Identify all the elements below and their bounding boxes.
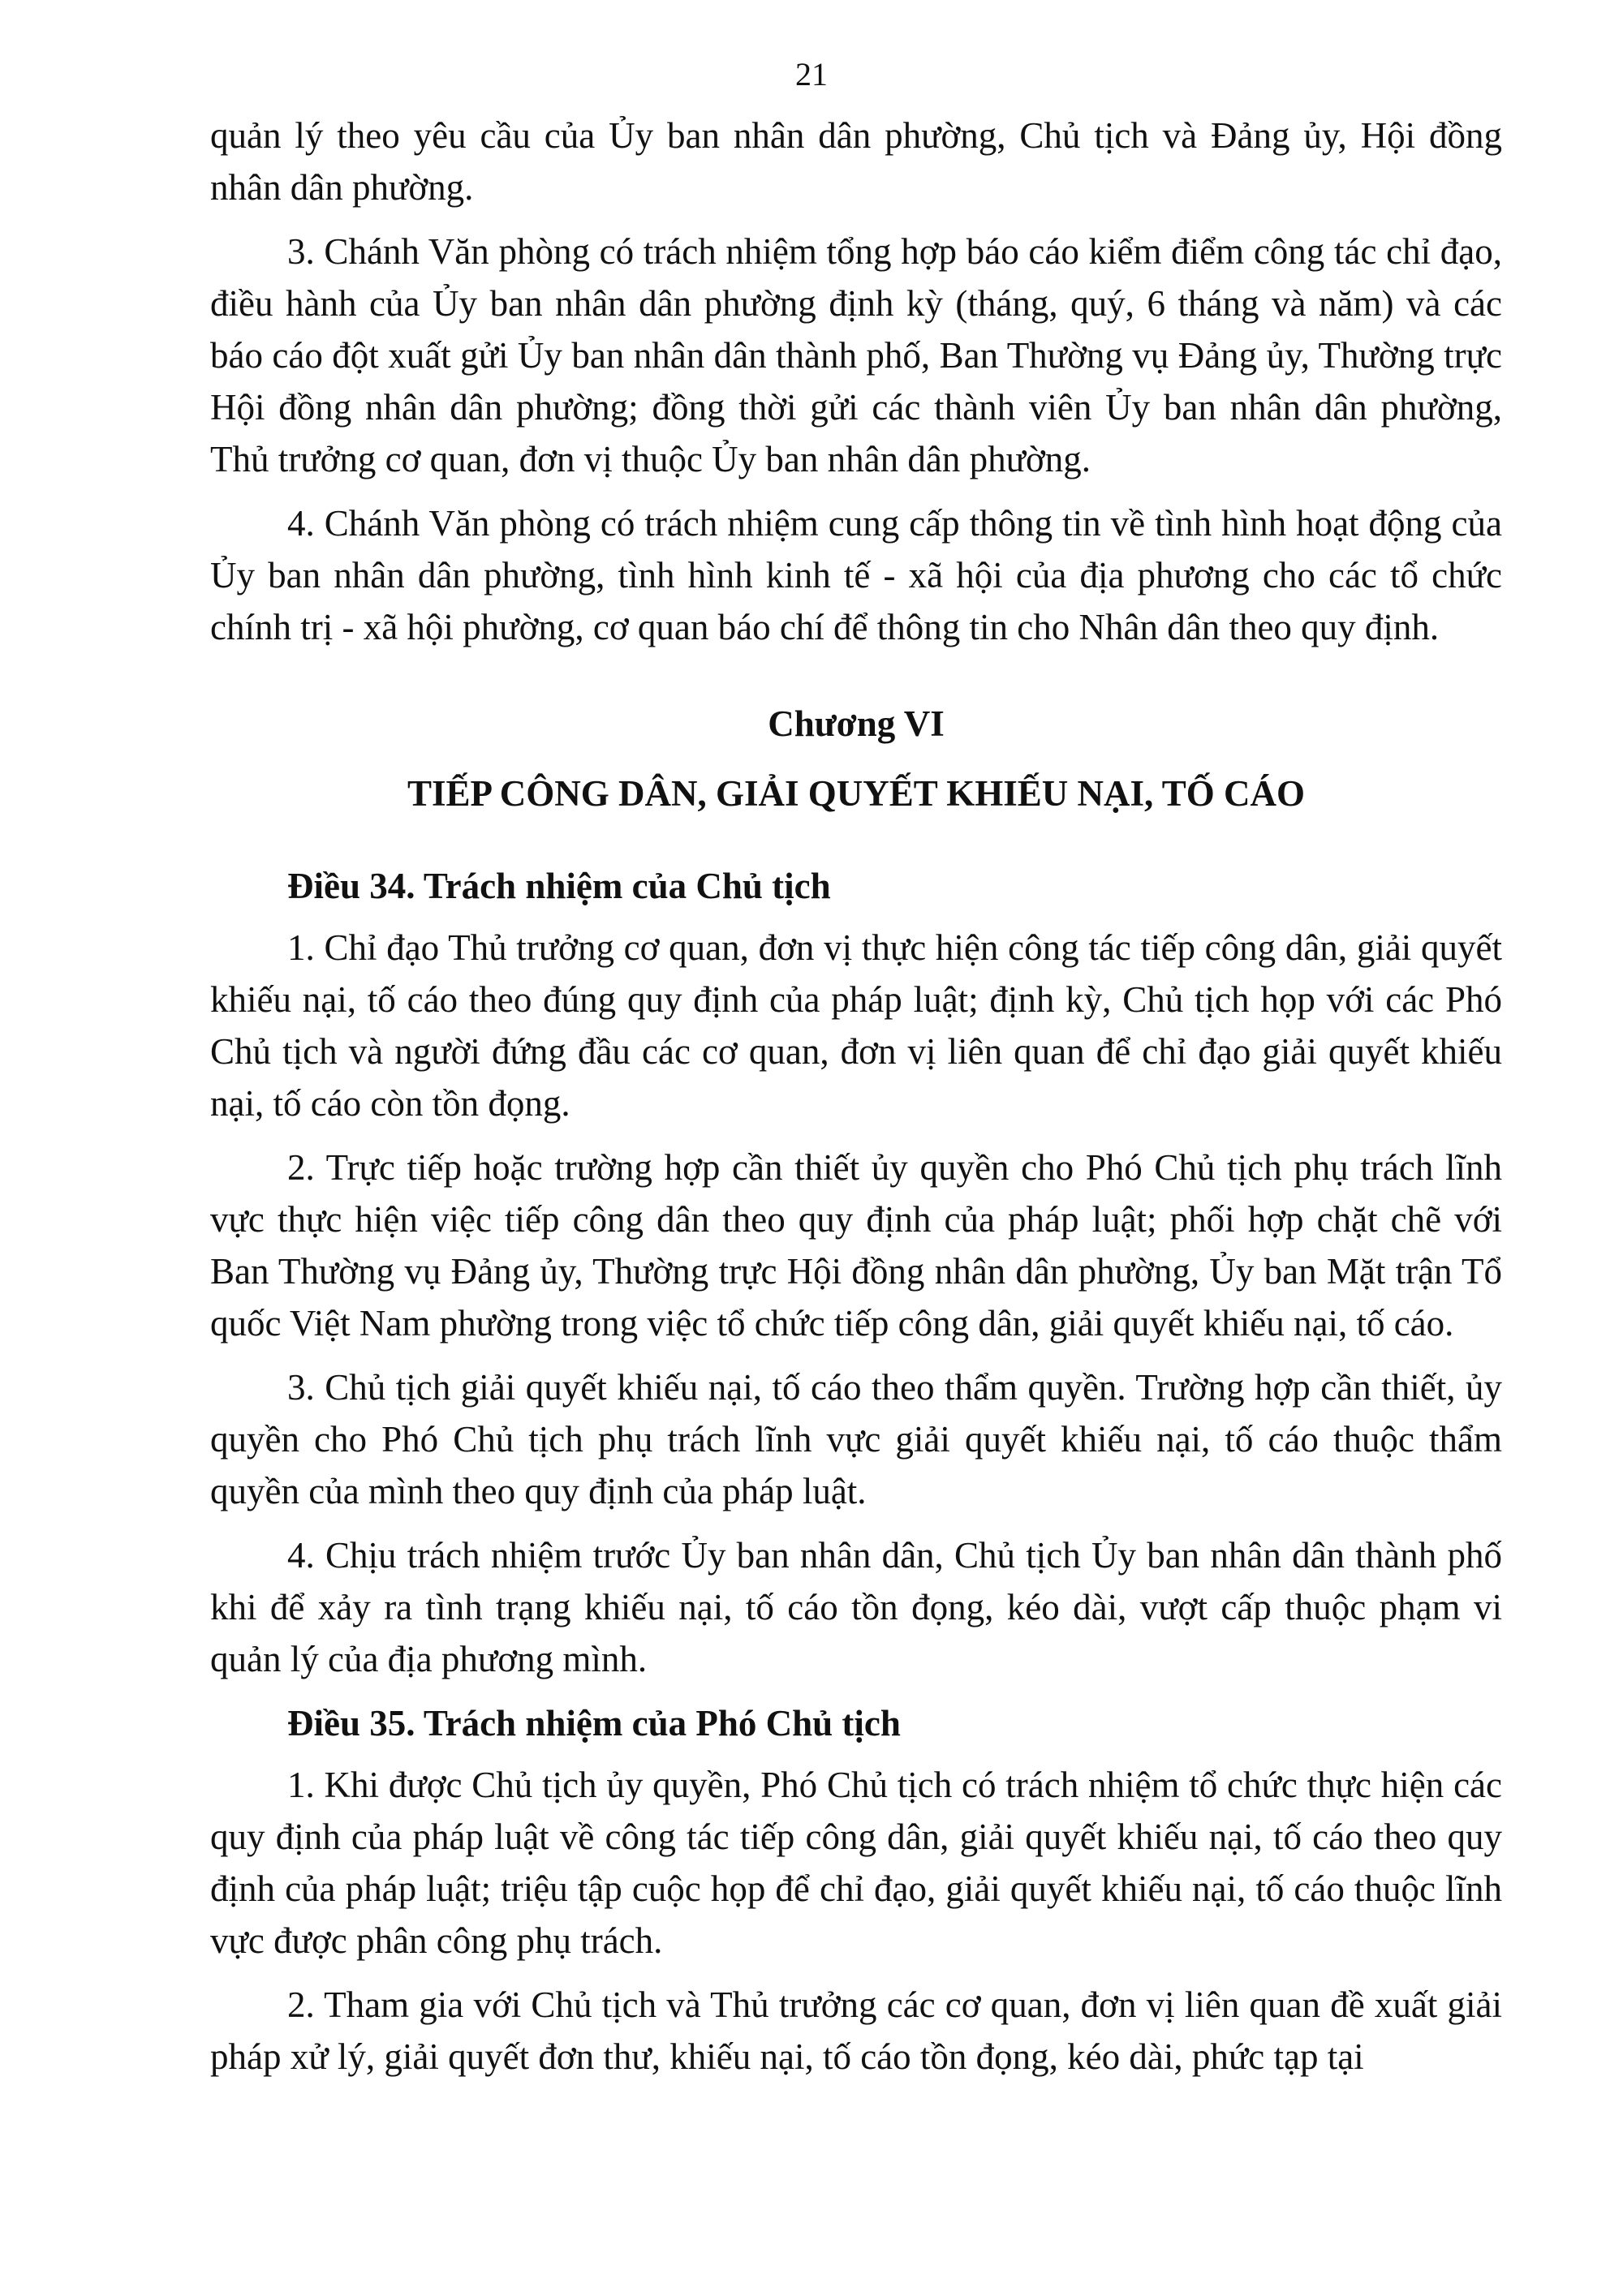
body-paragraph: 3. Chánh Văn phòng có trách nhiệm tổng hợp báo cáo kiểm điểm công tác chỉ đạo, điều hành của Ủy ban nhân dân phường định kỳ (tháng, quý, 6 tháng và năm) và các báo cáo đột xuất gửi Ủy ban nhân dân thành phố, Ban Thường vụ Đảng ủy, Thường trực Hội đồng nhân dân phường; đồng thời gửi các thành viên Ủy ban nhân dân phường, Thủ trưởng cơ quan, đơn vị thuộc Ủy ban nhân dân phường.: [210, 231, 1502, 479]
article-paragraph: 2. Trực tiếp hoặc trường hợp cần thiết ủy quyền cho Phó Chủ tịch phụ trách lĩnh vực thực hiện việc tiếp công dân theo quy định của pháp luật; phối hợp chặt chẽ với Ban Thường vụ Đảng ủy, Thường trực Hội đồng nhân dân phường, Ủy ban Mặt trận Tổ quốc Việt Nam phường trong việc tổ chức tiếp công dân, giải quyết khiếu nại, tố cáo.: [210, 1147, 1502, 1344]
article-heading: Điều 34. Trách nhiệm của Chủ tịch: [287, 866, 831, 906]
article-paragraph: 4. Chịu trách nhiệm trước Ủy ban nhân dân, Chủ tịch Ủy ban nhân dân thành phố khi để xảy ra tình trạng khiếu nại, tố cáo tồn đọng, kéo dài, vượt cấp thuộc phạm vi quản lý của địa phương mình.: [210, 1535, 1502, 1679]
article-paragraph: 2. Tham gia với Chủ tịch và Thủ trưởng các cơ quan, đơn vị liên quan đề xuất giải pháp xử lý, giải quyết đơn thư, khiếu nại, tố cáo tồn đọng, kéo dài, phức tạp tại: [210, 1984, 1502, 2077]
article-paragraph: 3. Chủ tịch giải quyết khiếu nại, tố cáo theo thẩm quyền. Trường hợp cần thiết, ủy quyền cho Phó Chủ tịch phụ trách lĩnh vực giải quyết khiếu nại, tố cáo thuộc thẩm quyền của mình theo quy định của pháp luật.: [210, 1367, 1502, 1511]
body-paragraph: quản lý theo yêu cầu của Ủy ban nhân dân phường, Chủ tịch và Đảng ủy, Hội đồng nhân dân phường.: [210, 115, 1502, 208]
chapter-title: TIẾP CÔNG DÂN, GIẢI QUYẾT KHIẾU NẠI, TỐ CÁO: [407, 773, 1305, 814]
article-heading: Điều 35. Trách nhiệm của Phó Chủ tịch: [287, 1703, 901, 1743]
body-paragraph: 4. Chánh Văn phòng có trách nhiệm cung cấp thông tin về tình hình hoạt động của Ủy ban nhân dân phường, tình hình kinh tế - xã hội của địa phương cho các tổ chức chính trị - xã hội phường, cơ quan báo chí để thông tin cho Nhân dân theo quy định.: [210, 503, 1502, 647]
article-paragraph: 1. Chỉ đạo Thủ trưởng cơ quan, đơn vị thực hiện công tác tiếp công dân, giải quyết khiếu nại, tố cáo theo đúng quy định của pháp luật; định kỳ, Chủ tịch họp với các Phó Chủ tịch và người đứng đầu các cơ quan, đơn vị liên quan để chỉ đạo giải quyết khiếu nại, tố cáo còn tồn đọng.: [210, 927, 1502, 1124]
article-paragraph: 1. Khi được Chủ tịch ủy quyền, Phó Chủ tịch có trách nhiệm tổ chức thực hiện các quy định của pháp luật về công tác tiếp công dân, giải quyết khiếu nại, tố cáo theo quy định của pháp luật; triệu tập cuộc họp để chỉ đạo, giải quyết khiếu nại, tố cáo thuộc lĩnh vực được phân công phụ trách.: [210, 1765, 1502, 1961]
chapter-number: Chương VI: [768, 703, 945, 744]
document-body: [210, 110, 1502, 2095]
page-number: 21: [795, 56, 828, 92]
